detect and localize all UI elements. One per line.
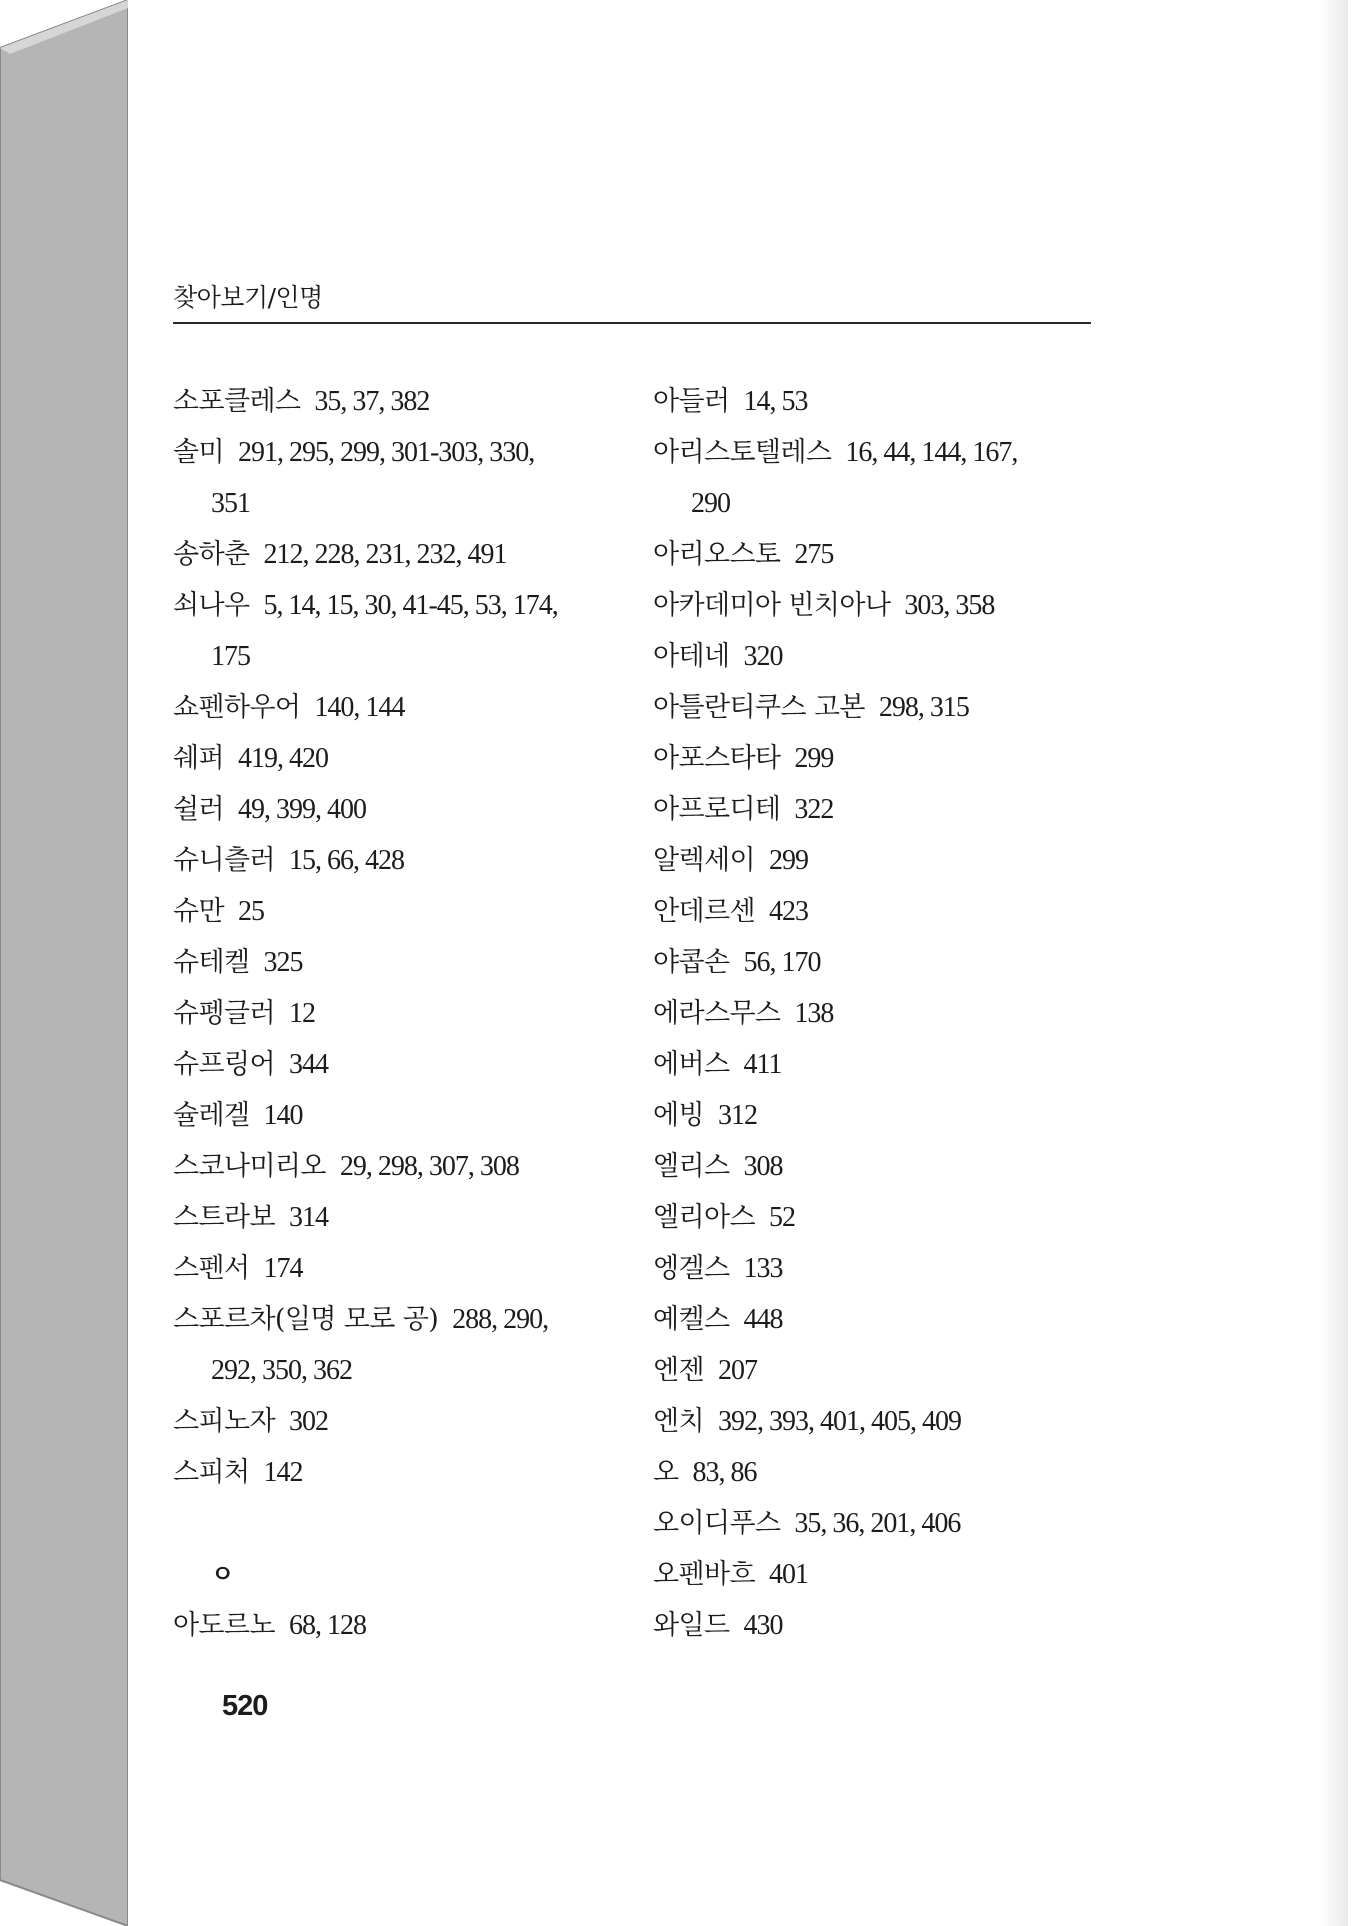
entry-name: 소포클레스 [173,386,301,417]
section-heading-letter: ㅇ [211,1560,235,1588]
entry-pages: 299 [794,743,834,774]
index-entry [653,1192,1093,1243]
index-entry [653,631,1093,682]
entry-name: 아도르노 [173,1610,275,1641]
entry-pages: 299 [768,845,808,876]
entry-name: 슈펭글러 [173,998,275,1029]
entry-pages: 288, 290, [452,1304,549,1335]
entry-name: 오 [653,1457,679,1488]
entry-name: 쇼펜하우어 [173,692,301,723]
index-entry [173,988,613,1039]
entry-pages: 35, 36, 201, 406 [794,1508,961,1539]
entry-pages: 308 [743,1151,783,1182]
page-edge-shadow [1320,0,1348,1926]
entry-name: 아카데미아 빈치아나 [653,590,891,621]
entry-pages-continued: 351 [211,488,250,519]
entry-pages: 303, 358 [904,590,995,621]
entry-name: 쉐퍼 [173,743,224,774]
entry-name: 슈테켈 [173,947,250,978]
entry-name: 엘리스 [653,1151,730,1182]
entry-pages: 322 [794,794,834,825]
index-entry [653,529,1093,580]
index-entry [653,988,1093,1039]
index-entry [173,580,613,682]
entry-pages: 174 [263,1253,303,1284]
entry-pages: 207 [717,1355,757,1386]
entry-pages: 423 [768,896,808,927]
index-entry [173,1294,613,1396]
page-title: 찾아보기/인명 [173,283,323,312]
index-column-right [653,376,1093,1651]
entry-name: 아테네 [653,641,730,672]
entry-pages: 140, 144 [314,692,405,723]
index-entry [173,376,613,427]
entry-name: 솔미 [173,437,224,468]
index-entry [653,886,1093,937]
entry-pages-continued: 292, 350, 362 [211,1355,352,1386]
entry-name: 송하춘 [173,539,250,570]
entry-pages: 140 [263,1100,303,1131]
entry-pages: 14, 53 [743,386,808,417]
entry-name: 안데르센 [653,896,755,927]
index-entry [653,1447,1093,1498]
index-entry [653,1090,1093,1141]
index-entry [173,835,613,886]
entry-pages: 430 [743,1610,783,1641]
index-entry [653,937,1093,988]
entry-pages: 401 [768,1559,808,1590]
entry-pages: 344 [288,1049,328,1080]
entry-pages: 312 [717,1100,757,1131]
index-entry [653,733,1093,784]
entry-name: 쇠나우 [173,590,250,621]
entry-pages-continued: 290 [691,488,730,519]
index-entry [173,529,613,580]
entry-name: 에라스무스 [653,998,781,1029]
index-entry [653,1549,1093,1600]
index-entry [173,1141,613,1192]
entry-name: 야콥손 [653,947,730,978]
index-column-left [173,376,613,1651]
index-entry [653,784,1093,835]
index-entry [653,682,1093,733]
index-entry [653,580,1093,631]
entry-name: 아리오스토 [653,539,781,570]
book-spine [0,0,128,1926]
entry-name: 엥겔스 [653,1253,730,1284]
index-entry [653,1498,1093,1549]
entry-name: 아틀란티쿠스 고본 [653,692,865,723]
entry-name: 스피노자 [173,1406,275,1437]
entry-pages: 68, 128 [288,1610,366,1641]
entry-pages: 12 [288,998,315,1029]
running-header [173,280,1091,324]
entry-name: 아포스타타 [653,743,781,774]
entry-name: 슐레겔 [173,1100,250,1131]
index-entry [653,376,1093,427]
index-entry [173,1243,613,1294]
entry-name: 스코나미리오 [173,1151,326,1182]
entry-name: 아프로디테 [653,794,781,825]
entry-pages: 275 [794,539,834,570]
entry-pages: 142 [263,1457,303,1488]
entry-pages-continued: 175 [211,641,250,672]
entry-pages: 29, 298, 307, 308 [339,1151,519,1182]
entry-pages: 212, 228, 231, 232, 491 [263,539,507,570]
entry-name: 에빙 [653,1100,704,1131]
entry-name: 엘리아스 [653,1202,755,1233]
index-entry [653,1294,1093,1345]
entry-name: 알렉세이 [653,845,755,876]
entry-name: 슈프링어 [173,1049,275,1080]
index-entry [173,1039,613,1090]
index-entry [653,1396,1093,1447]
entry-pages: 25 [237,896,264,927]
entry-pages: 5, 14, 15, 30, 41-45, 53, 174, [263,590,558,621]
index-entry [173,427,613,529]
entry-pages: 138 [794,998,834,1029]
entry-name: 쉴러 [173,794,224,825]
index-entry [173,733,613,784]
entry-name: 와일드 [653,1610,730,1641]
entry-pages: 49, 399, 400 [237,794,366,825]
entry-pages: 35, 37, 382 [314,386,430,417]
index-entry [653,427,1093,529]
index-entry [653,1141,1093,1192]
entry-name: 스펜서 [173,1253,250,1284]
index-entry [173,784,613,835]
entry-pages: 83, 86 [692,1457,757,1488]
section-gap [173,1498,613,1549]
entry-pages: 448 [743,1304,783,1335]
entry-pages: 320 [743,641,783,672]
page-number: 520 [222,1690,268,1722]
entry-pages: 392, 393, 401, 405, 409 [717,1406,961,1437]
index-entry [173,1192,613,1243]
entry-name: 슈만 [173,896,224,927]
entry-name: 에버스 [653,1049,730,1080]
entry-name: 슈니츨러 [173,845,275,876]
entry-pages: 411 [743,1049,782,1080]
index-entry [653,1039,1093,1090]
index-entry [173,1447,613,1498]
entry-pages: 15, 66, 428 [288,845,404,876]
index-entry [653,1600,1093,1651]
entry-pages: 56, 170 [743,947,821,978]
entry-name: 스피처 [173,1457,250,1488]
entry-name: 오이디푸스 [653,1508,781,1539]
index-entry [173,682,613,733]
entry-pages: 16, 44, 144, 167, [845,437,1018,468]
entry-name: 스트라보 [173,1202,275,1233]
entry-pages: 298, 315 [878,692,969,723]
entry-name: 아들러 [653,386,730,417]
index-entry [173,1600,613,1651]
entry-name: 엔치 [653,1406,704,1437]
index-entry [653,835,1093,886]
header-rule [173,322,1091,324]
index-entry [173,1396,613,1447]
entry-name: 오펜바흐 [653,1559,755,1590]
entry-pages: 133 [743,1253,783,1284]
index-entry [173,1090,613,1141]
entry-pages: 314 [288,1202,328,1233]
index-entry [173,937,613,988]
entry-name: 아리스토텔레스 [653,437,832,468]
entry-pages: 419, 420 [237,743,328,774]
index-entry [173,886,613,937]
entry-name: 스포르차(일명 모로 공) [173,1304,439,1335]
index-entry [653,1345,1093,1396]
entry-pages: 302 [288,1406,328,1437]
entry-pages: 325 [263,947,303,978]
entry-name: 예켈스 [653,1304,730,1335]
entry-pages: 52 [768,1202,795,1233]
entry-name: 엔젠 [653,1355,704,1386]
index-entry [653,1243,1093,1294]
entry-pages: 291, 295, 299, 301-303, 330, [237,437,535,468]
